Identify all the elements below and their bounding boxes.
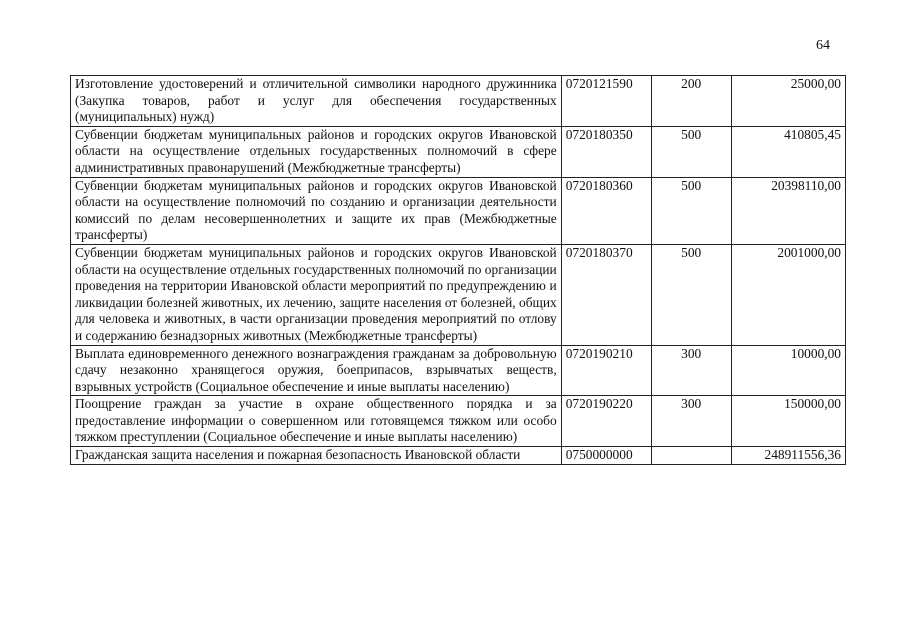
row-code-cell: 0720180350	[561, 126, 651, 177]
row-name-cell: Изготовление удостоверений и отличительной символики народного дружинника (Закупка товаров, работ и услуг для обеспечения государственных (муниципальных) нужд)	[71, 76, 562, 127]
row-sum-cell: 10000,00	[731, 345, 845, 396]
row-name-cell: Выплата единовременного денежного вознаграждения гражданам за добровольную сдачу незаконно хранящегося оружия, боеприпасов, взрывчатых веществ, взрывных устройств (Социальное обеспечение и иные выплаты населению)	[71, 345, 562, 396]
row-code-cell: 0720180360	[561, 177, 651, 244]
row-type-cell: 200	[651, 76, 731, 127]
row-code-cell: 0750000000	[561, 447, 651, 465]
row-type-cell	[651, 447, 731, 465]
row-name-cell: Субвенции бюджетам муниципальных районов и городских округов Ивановской области на осуществление отдельных государственных полномочий в сфере административных правонарушений (Межбюджетные трансферты)	[71, 126, 562, 177]
budget-table	[70, 75, 846, 465]
row-code-cell: 0720190220	[561, 396, 651, 447]
row-type-cell: 500	[651, 244, 731, 345]
row-sum-cell: 248911556,36	[731, 447, 845, 465]
row-sum-cell: 2001000,00	[731, 244, 845, 345]
row-name-cell: Субвенции бюджетам муниципальных районов и городских округов Ивановской области на осуществление отдельных государственных полномочий по организации проведения на территории Ивановской области мероприятий по предупреждению и ликвидации болезней животных, их лечению, защите населения от болезней, общих для человека и животных, в части организации проведения мероприятий по отлову и содержанию безнадзорных животных (Межбюджетные трансферты)	[71, 244, 562, 345]
row-name-cell: Субвенции бюджетам муниципальных районов и городских округов Ивановской области на осуществление полномочий по созданию и организации деятельности комиссий по делам несовершеннолетних и защите их прав (Межбюджетные трансферты)	[71, 177, 562, 244]
row-sum-cell: 20398110,00	[731, 177, 845, 244]
row-code-cell: 0720190210	[561, 345, 651, 396]
row-type-cell: 500	[651, 177, 731, 244]
row-sum-cell: 410805,45	[731, 126, 845, 177]
table-row	[71, 345, 846, 396]
table-row	[71, 126, 846, 177]
table-row	[71, 396, 846, 447]
row-sum-cell: 25000,00	[731, 76, 845, 127]
row-code-cell: 0720180370	[561, 244, 651, 345]
table-row	[71, 177, 846, 244]
table-row	[71, 447, 846, 465]
page-number: 64	[816, 38, 830, 53]
row-type-cell: 300	[651, 345, 731, 396]
table-row	[71, 76, 846, 127]
row-name-cell: Гражданская защита населения и пожарная безопасность Ивановской области	[71, 447, 562, 465]
row-sum-cell: 150000,00	[731, 396, 845, 447]
row-name-cell: Поощрение граждан за участие в охране общественного порядка и за предоставление информации о совершенном или готовящемся тяжком или особо тяжком преступлении (Социальное обеспечение и иные выплаты населению)	[71, 396, 562, 447]
row-code-cell: 0720121590	[561, 76, 651, 127]
table-row	[71, 244, 846, 345]
row-type-cell: 300	[651, 396, 731, 447]
row-type-cell: 500	[651, 126, 731, 177]
